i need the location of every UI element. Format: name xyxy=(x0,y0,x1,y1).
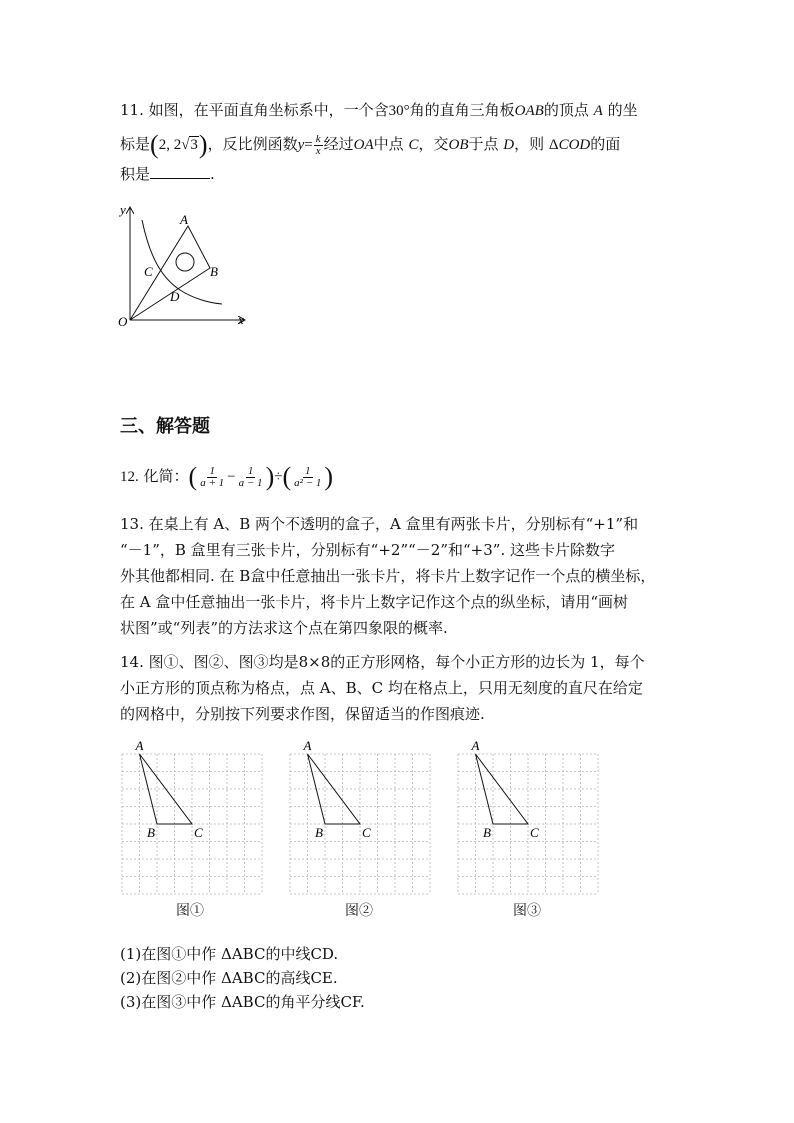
grid-caption-3: 图③ xyxy=(513,903,541,919)
grid-figure-3 xyxy=(450,738,606,898)
q14-line2: 小正方形的顶点称为格点，点 A、B、C 均在格点上，只用无刻度的直尺在给定 xyxy=(120,679,643,697)
point-c-label: C xyxy=(194,825,203,840)
q11-line3: 积是 . xyxy=(120,165,215,183)
point-b-label: B xyxy=(147,825,155,840)
q11-line2: 标是(2, 2√3)，反比例函数y= $\frac{k}{x}$ 经过OA中点 C，交OB于点 D，则 ΔCOD的面 xyxy=(120,130,621,159)
fraction-3: $\frac{1}{\text{a² − 1}}$ xyxy=(294,464,322,489)
point-d-label: D xyxy=(170,289,180,304)
q13-line4: 在 A 盒中任意抽出一张卡片，将卡片上数字记作这个点的纵坐标，请用“画树 xyxy=(120,593,629,611)
origin-label: O xyxy=(118,314,128,329)
grid-caption-1: 图① xyxy=(176,903,204,919)
point-b-label: B xyxy=(210,264,218,279)
grid-figure-2 xyxy=(282,738,438,898)
grid-figure-1 xyxy=(114,738,270,898)
question-number: 11. xyxy=(120,101,144,119)
point-a-label: A xyxy=(180,212,188,227)
k-over-x-fraction: $\frac{k}{x}$ xyxy=(315,132,321,157)
point-a-label: A xyxy=(303,738,312,753)
point-b-label: B xyxy=(315,825,323,840)
q13-line2: “－1”，B 盒里有三张卡片，分别标有“+2”“－2”和“+3”. 这些卡片除数字 xyxy=(120,541,615,559)
q14-requirement-3: (3)在图③中作 ΔABC的角平分线CF. xyxy=(120,993,365,1011)
point-a-label: A xyxy=(135,738,144,753)
point-c-label: C xyxy=(144,264,153,279)
point-c-label: C xyxy=(362,825,371,840)
hyperbola-curve xyxy=(142,220,222,304)
q11-line1: 11. 如图，在平面直角坐标系中，一个含30°角的直角三角板OAB的顶点 A 的坐 xyxy=(120,101,638,119)
fraction-2: $\frac{1}{a - 1}$ xyxy=(238,464,263,489)
point-a-label: A xyxy=(471,738,480,753)
q12-line: 12. 化简：( $\frac{1}{a + 1}$ − $\frac{1}{a - 1}$ )÷( $\frac{1}{\text{a² − 1}}$ ) xyxy=(120,462,334,491)
y-axis-label: y xyxy=(120,202,126,217)
grid-caption-2: 图② xyxy=(345,903,373,919)
q13-line3: 外其他都相同. 在 B盒中任意抽出一张卡片，将卡片上数字记作一个点的横坐标， xyxy=(120,567,656,585)
fraction-1: $\frac{1}{a + 1}$ xyxy=(200,464,225,489)
q14-line3: 的网格中，分别按下列要求作图，保留适当的作图痕迹. xyxy=(120,705,485,723)
q14-requirement-1: (1)在图①中作 ΔABC的中线CD. xyxy=(120,945,339,963)
q14-line1: 14. 图①、图②、图③均是8×8的正方形网格，每个小正方形的边长为 1，每个 xyxy=(120,653,645,671)
section-heading: 三、解答题 xyxy=(120,416,210,437)
q11-figure xyxy=(110,198,260,330)
triangle-oab xyxy=(130,226,210,320)
answer-blank[interactable] xyxy=(150,164,210,179)
q13-line1: 13. 在桌上有 A、B 两个不透明的盒子，A 盒里有两张卡片，分别标有“+1”和 xyxy=(120,515,639,533)
point-c-label: C xyxy=(530,825,539,840)
triangle-hole-circle xyxy=(176,253,194,271)
point-b-label: B xyxy=(483,825,491,840)
q14-requirement-2: (2)在图②中作 ΔABC的高线CE. xyxy=(120,969,338,987)
x-axis-label: x xyxy=(238,312,244,327)
q13-line5: 状图”或“列表”的方法求这个点在第四象限的概率. xyxy=(120,619,448,637)
